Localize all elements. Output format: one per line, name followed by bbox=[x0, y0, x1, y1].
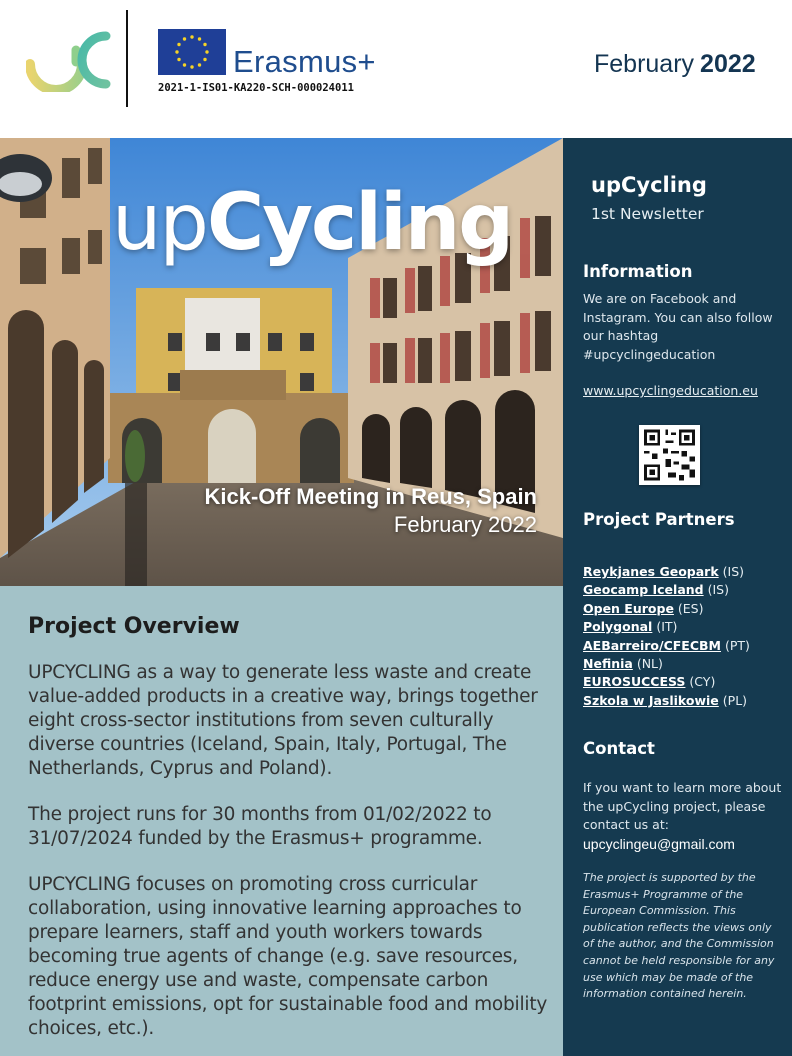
information-text: We are on Facebook and Instagram. You can also follow our hashtag #upcyclingeducation bbox=[583, 291, 773, 362]
partner-country: (IT) bbox=[656, 619, 678, 635]
project-overview-section bbox=[0, 586, 563, 1056]
partner-link[interactable]: Open Europe bbox=[583, 600, 674, 616]
partner-country: (PL) bbox=[722, 692, 748, 708]
list-item bbox=[583, 618, 750, 636]
qr-code-icon[interactable] bbox=[639, 425, 700, 485]
partner-link[interactable]: Geocamp Iceland bbox=[583, 582, 704, 598]
partner-link[interactable]: Szkola w Jaslikowie bbox=[583, 692, 719, 708]
hero-title-up: up bbox=[112, 178, 207, 268]
list-item bbox=[583, 637, 750, 655]
list-item bbox=[583, 673, 750, 691]
partner-country: (PT) bbox=[724, 637, 750, 653]
information-heading: Information bbox=[583, 262, 693, 281]
hero-caption-date: February 2022 bbox=[393, 512, 537, 537]
project-code: 2021-1-IS01-KA220-SCH-000024011 bbox=[158, 82, 354, 94]
partners-heading: Project Partners bbox=[583, 510, 735, 529]
partner-country: (IS) bbox=[722, 564, 744, 579]
overview-paragraph: UPCYCLING focuses on promoting cross curricular collaboration, using innovative learning approaches to prepare learners, staff and youth workers towards becoming true agents of change (e.g. save resources, reduce energy use and waste, compensate carbon footprint emissions, opt for sustainable food and mobility choices, etc.). bbox=[28, 874, 548, 1039]
upcycling-logo-icon bbox=[26, 28, 112, 92]
list-item bbox=[583, 600, 750, 618]
contact-heading: Contact bbox=[583, 739, 655, 758]
partner-country: (CY) bbox=[689, 674, 716, 690]
overview-paragraph: The project runs for 30 months from 01/02/2022 to 31/07/2024 funded by the Erasmus+ programme. bbox=[28, 804, 492, 849]
section-heading: Project Overview bbox=[28, 614, 240, 639]
eu-flag-icon bbox=[158, 29, 226, 75]
partner-link[interactable]: Reykjanes Geopark bbox=[583, 564, 719, 579]
list-item bbox=[583, 655, 750, 673]
list-item bbox=[583, 581, 750, 599]
partner-country: (IS) bbox=[707, 582, 729, 598]
issue-date bbox=[594, 50, 756, 79]
hero-caption-event: Kick-Off Meeting in Reus, Spain bbox=[204, 484, 537, 509]
partners-list bbox=[583, 563, 750, 710]
contact-email-link[interactable]: upcyclingeu@gmail.com bbox=[583, 836, 735, 852]
erasmus-plus-wordmark: Erasmus+ bbox=[233, 44, 376, 79]
partner-link[interactable]: Nefinia bbox=[583, 656, 633, 672]
issue-year: 2022 bbox=[700, 50, 756, 78]
hero-title-cycling: Cycling bbox=[206, 178, 513, 268]
list-item bbox=[583, 692, 750, 710]
hero-caption bbox=[205, 484, 537, 538]
funding-disclaimer: The project is supported by the Erasmus+ Programme of the European Commission. This publication reflects the views only of the author, and the Commission cannot be held responsible for any use which may be made of the information contained herein. bbox=[583, 871, 775, 1001]
sidebar-title: upCycling bbox=[591, 173, 707, 197]
hero-photo bbox=[0, 138, 563, 586]
issue-month: February bbox=[594, 50, 695, 78]
partner-link[interactable]: EUROSUCCESS bbox=[583, 674, 686, 690]
partner-country: (NL) bbox=[636, 656, 663, 672]
sidebar bbox=[563, 138, 792, 1056]
hero-title bbox=[112, 178, 512, 268]
header-divider bbox=[126, 10, 128, 107]
contact-text: If you want to learn more about the upCycling project, please contact us at: bbox=[583, 780, 782, 832]
overview-paragraph: UPCYCLING as a way to generate less waste and create value-added products in a creative way, brings together eight cross-sector institutions from seven culturally diverse countries (Iceland, Spain, Italy, Portugal, The Netherlands, Cyprus and Poland). bbox=[28, 662, 538, 779]
newsletter-header bbox=[0, 0, 792, 138]
sidebar-subtitle: 1st Newsletter bbox=[591, 205, 704, 223]
partner-link[interactable]: AEBarreiro/CFECBM bbox=[583, 637, 721, 653]
website-link[interactable]: www.upcyclingeducation.eu bbox=[583, 383, 758, 398]
partner-link[interactable]: Polygonal bbox=[583, 619, 653, 635]
list-item bbox=[583, 563, 750, 581]
partner-country: (ES) bbox=[677, 600, 704, 616]
